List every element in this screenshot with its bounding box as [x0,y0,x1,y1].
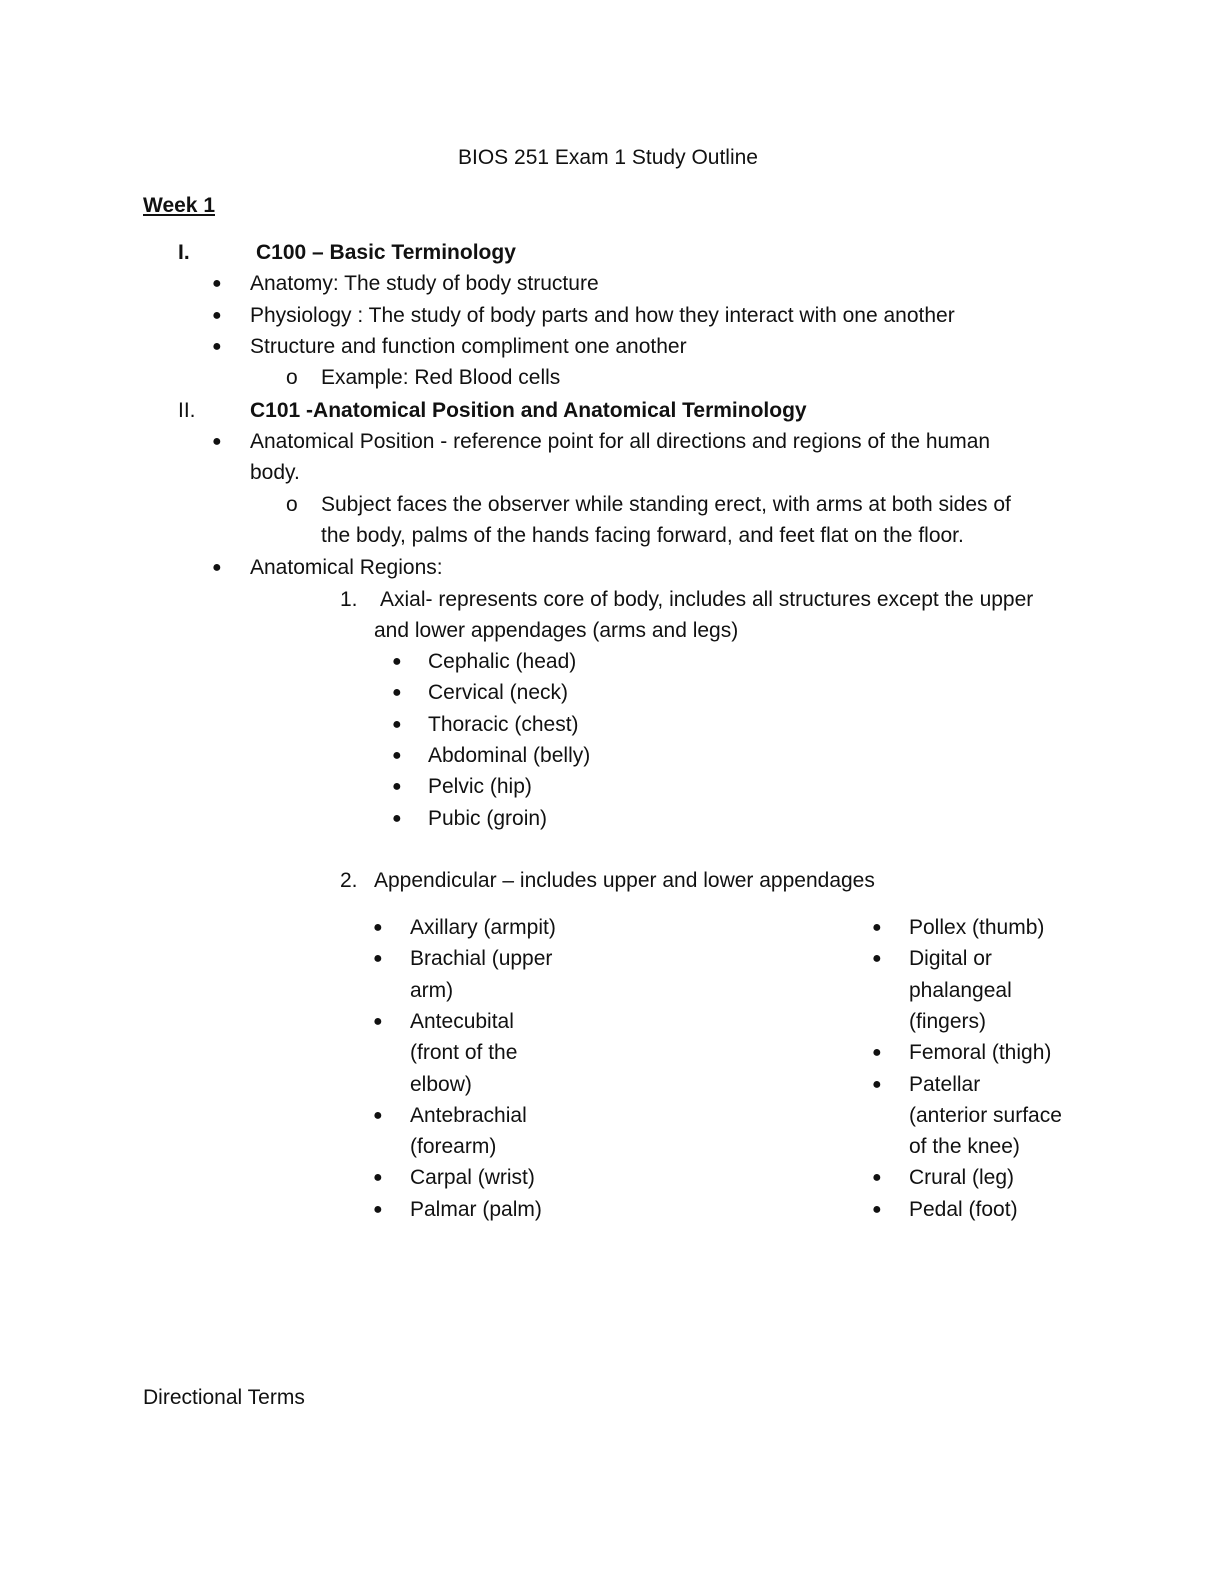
bullet-icon: ● [212,433,222,450]
axial-line-2: and lower appendages (arms and legs) [374,619,739,642]
section-1-numeral: I. [178,241,190,264]
bullet-icon: ● [373,1107,383,1124]
region-crural: Crural (leg) [909,1166,1015,1189]
region-antebrachial-line-1: Antebrachial [410,1104,527,1127]
bullet-icon: ● [373,1169,383,1186]
position-description-line-1: Subject faces the observer while standing erect, with arms at both sides of [321,493,1011,516]
anatomical-position-line-2: body. [250,461,300,484]
region-antecubital-line-2: (front of the [410,1041,518,1064]
list-item-example: Example: Red Blood cells [321,366,561,389]
bullet-icon: ● [872,950,882,967]
position-description-line-2: the body, palms of the hands facing forward, and feet flat on the floor. [321,524,964,547]
region-patellar-line-2: (anterior surface [909,1104,1062,1127]
list-item-physiology: Physiology : The study of body parts and how they interact with one another [250,304,955,327]
bullet-icon: ● [872,1201,882,1218]
anatomical-regions-label: Anatomical Regions: [250,556,443,579]
region-carpal: Carpal (wrist) [410,1166,535,1189]
region-antebrachial-line-2: (forearm) [410,1135,497,1158]
bullet-icon: ● [373,919,383,936]
region-pollex: Pollex (thumb) [909,916,1045,939]
axial-number: 1. [340,588,358,611]
bullet-icon: ● [373,950,383,967]
sub-bullet-marker: o [286,493,298,516]
bullet-icon: ● [212,338,222,355]
region-patellar-line-3: of the knee) [909,1135,1020,1158]
bullet-icon: ● [373,1013,383,1030]
bullet-icon: ● [392,716,402,733]
bullet-icon: ● [392,778,402,795]
axial-item-cervical: Cervical (neck) [428,681,569,704]
axial-item-cephalic: Cephalic (head) [428,650,577,673]
week-heading: Week 1 [143,194,215,217]
region-axillary: Axillary (armpit) [410,916,556,939]
list-item-anatomy: Anatomy: The study of body structure [250,272,599,295]
bullet-icon: ● [872,1076,882,1093]
region-palmar: Palmar (palm) [410,1198,542,1221]
appendicular-line: Appendicular – includes upper and lower appendages [374,869,875,892]
sub-bullet-marker: o [286,366,298,389]
bullet-icon: ● [392,653,402,670]
region-patellar-line-1: Patellar [909,1073,981,1096]
list-item-structure-function: Structure and function compliment one another [250,335,687,358]
bullet-icon: ● [212,307,222,324]
region-pedal: Pedal (foot) [909,1198,1018,1221]
region-antecubital-line-3: elbow) [410,1073,472,1096]
document-title: BIOS 251 Exam 1 Study Outline [458,146,758,169]
axial-item-pelvic: Pelvic (hip) [428,775,532,798]
axial-item-pubic: Pubic (groin) [428,807,548,830]
section-1-heading: C100 – Basic Terminology [256,241,516,264]
region-brachial-line-1: Brachial (upper [410,947,553,970]
bullet-icon: ● [212,275,222,292]
region-digital-line-3: (fingers) [909,1010,987,1033]
region-digital-line-1: Digital or [909,947,992,970]
section-2-numeral: II. [178,399,196,422]
region-digital-line-2: phalangeal [909,979,1012,1002]
bullet-icon: ● [872,1169,882,1186]
axial-item-thoracic: Thoracic (chest) [428,713,579,736]
appendicular-number: 2. [340,869,358,892]
bullet-icon: ● [392,810,402,827]
bullet-icon: ● [373,1201,383,1218]
bullet-icon: ● [212,559,222,576]
anatomical-position-line-1: Anatomical Position - reference point for all directions and regions of the human [250,430,991,453]
axial-item-abdominal: Abdominal (belly) [428,744,591,767]
axial-line-1: Axial- represents core of body, includes all structures except the upper [380,588,1034,611]
bullet-icon: ● [392,747,402,764]
region-antecubital-line-1: Antecubital [410,1010,514,1033]
section-2-heading: C101 -Anatomical Position and Anatomical Terminology [250,399,807,422]
bullet-icon: ● [872,1044,882,1061]
bullet-icon: ● [872,919,882,936]
region-brachial-line-2: arm) [410,979,454,1002]
bullet-icon: ● [392,684,402,701]
directional-terms-heading: Directional Terms [143,1386,305,1409]
region-femoral: Femoral (thigh) [909,1041,1052,1064]
